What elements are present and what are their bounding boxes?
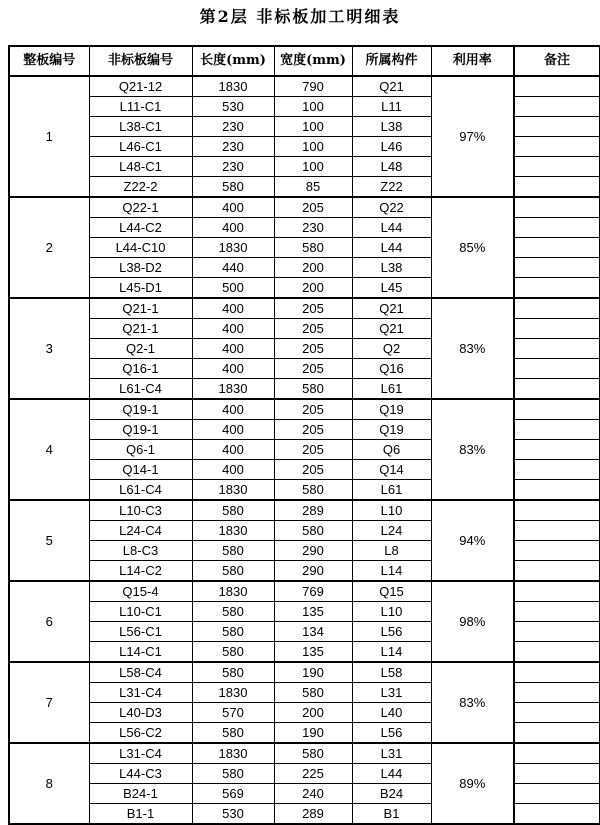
component-cell[interactable]: L40 <box>352 703 431 723</box>
note-cell[interactable] <box>514 602 600 622</box>
panel-id-cell[interactable]: L61-C4 <box>89 480 192 501</box>
component-cell[interactable]: L38 <box>352 117 431 137</box>
note-cell[interactable] <box>514 157 600 177</box>
note-cell[interactable] <box>514 784 600 804</box>
length-cell[interactable]: 400 <box>192 420 274 440</box>
table-row <box>9 197 600 218</box>
utilization-cell[interactable]: 83% <box>431 399 514 500</box>
width-cell[interactable]: 200 <box>274 278 352 299</box>
panel-id-cell[interactable]: L8-C3 <box>89 541 192 561</box>
component-cell[interactable]: Q6 <box>352 440 431 460</box>
component-cell[interactable]: Q2 <box>352 339 431 359</box>
length-cell[interactable]: 400 <box>192 460 274 480</box>
length-cell[interactable]: 440 <box>192 258 274 278</box>
length-cell[interactable]: 1830 <box>192 743 274 764</box>
board-id-cell[interactable]: 8 <box>9 743 89 824</box>
width-cell[interactable]: 205 <box>274 319 352 339</box>
board-id-cell[interactable]: 3 <box>9 298 89 399</box>
width-cell[interactable]: 289 <box>274 500 352 521</box>
length-cell[interactable]: 400 <box>192 197 274 218</box>
component-cell[interactable]: L14 <box>352 561 431 582</box>
width-cell[interactable]: 100 <box>274 97 352 117</box>
note-cell[interactable] <box>514 480 600 501</box>
header-panel-id[interactable]: 非标板编号 <box>89 46 192 76</box>
width-cell[interactable]: 580 <box>274 683 352 703</box>
panel-id-cell[interactable]: L14-C1 <box>89 642 192 663</box>
detail-table <box>8 45 600 825</box>
utilization-cell[interactable]: 83% <box>431 662 514 743</box>
header-row <box>9 46 600 76</box>
width-cell[interactable]: 100 <box>274 137 352 157</box>
panel-id-cell[interactable]: L56-C1 <box>89 622 192 642</box>
note-cell[interactable] <box>514 804 600 825</box>
table-row <box>9 298 600 319</box>
length-cell[interactable]: 1830 <box>192 683 274 703</box>
width-cell[interactable]: 790 <box>274 76 352 97</box>
length-cell[interactable]: 1830 <box>192 480 274 501</box>
board-id-cell[interactable]: 2 <box>9 197 89 298</box>
width-cell[interactable]: 580 <box>274 379 352 400</box>
width-cell[interactable]: 230 <box>274 218 352 238</box>
length-cell[interactable]: 1830 <box>192 581 274 602</box>
note-cell[interactable] <box>514 278 600 299</box>
length-cell[interactable]: 1830 <box>192 521 274 541</box>
component-cell[interactable]: L38 <box>352 258 431 278</box>
note-cell[interactable] <box>514 703 600 723</box>
width-cell[interactable]: 135 <box>274 602 352 622</box>
width-cell[interactable]: 200 <box>274 703 352 723</box>
component-cell[interactable]: L46 <box>352 137 431 157</box>
length-cell[interactable]: 580 <box>192 622 274 642</box>
width-cell[interactable]: 580 <box>274 743 352 764</box>
panel-id-cell[interactable]: L38-D2 <box>89 258 192 278</box>
note-cell[interactable] <box>514 541 600 561</box>
length-cell[interactable]: 230 <box>192 137 274 157</box>
panel-id-cell[interactable]: L56-C2 <box>89 723 192 744</box>
component-cell[interactable]: L10 <box>352 500 431 521</box>
panel-id-cell[interactable]: L61-C4 <box>89 379 192 400</box>
note-cell[interactable] <box>514 642 600 663</box>
width-cell[interactable]: 134 <box>274 622 352 642</box>
note-cell[interactable] <box>514 764 600 784</box>
header-component[interactable]: 所属构件 <box>352 46 431 76</box>
board-id-cell[interactable]: 6 <box>9 581 89 662</box>
note-cell[interactable] <box>514 258 600 278</box>
component-cell[interactable]: Q21 <box>352 319 431 339</box>
width-cell[interactable]: 205 <box>274 399 352 420</box>
component-cell[interactable]: Q16 <box>352 359 431 379</box>
note-cell[interactable] <box>514 440 600 460</box>
length-cell[interactable]: 580 <box>192 723 274 744</box>
length-cell[interactable]: 400 <box>192 339 274 359</box>
length-cell[interactable]: 580 <box>192 541 274 561</box>
width-cell[interactable]: 205 <box>274 298 352 319</box>
panel-id-cell[interactable]: Q19-1 <box>89 399 192 420</box>
width-cell[interactable]: 225 <box>274 764 352 784</box>
component-cell[interactable]: L58 <box>352 662 431 683</box>
panel-id-cell[interactable]: L38-C1 <box>89 117 192 137</box>
panel-id-cell[interactable]: Q16-1 <box>89 359 192 379</box>
length-cell[interactable]: 400 <box>192 359 274 379</box>
component-cell[interactable]: Q21 <box>352 298 431 319</box>
note-cell[interactable] <box>514 622 600 642</box>
panel-id-cell[interactable]: Q22-1 <box>89 197 192 218</box>
note-cell[interactable] <box>514 399 600 420</box>
component-cell[interactable]: L31 <box>352 743 431 764</box>
utilization-cell[interactable]: 83% <box>431 298 514 399</box>
panel-id-cell[interactable]: Q21-1 <box>89 319 192 339</box>
panel-id-cell[interactable]: L40-D3 <box>89 703 192 723</box>
note-cell[interactable] <box>514 298 600 319</box>
panel-id-cell[interactable]: L44-C10 <box>89 238 192 258</box>
component-cell[interactable]: B24 <box>352 784 431 804</box>
note-cell[interactable] <box>514 561 600 582</box>
panel-id-cell[interactable]: Z22-2 <box>89 177 192 198</box>
sheet-title: 第2层 非标板加工明细表 <box>199 7 401 26</box>
note-cell[interactable] <box>514 683 600 703</box>
note-cell[interactable] <box>514 420 600 440</box>
width-cell[interactable]: 290 <box>274 541 352 561</box>
header-utilization[interactable]: 利用率 <box>431 46 514 76</box>
panel-id-cell[interactable]: L11-C1 <box>89 97 192 117</box>
panel-id-cell[interactable]: L44-C2 <box>89 218 192 238</box>
panel-id-cell[interactable]: Q14-1 <box>89 460 192 480</box>
panel-id-cell[interactable]: B1-1 <box>89 804 192 825</box>
length-cell[interactable]: 500 <box>192 278 274 299</box>
width-cell[interactable]: 289 <box>274 804 352 825</box>
width-cell[interactable]: 205 <box>274 359 352 379</box>
length-cell[interactable]: 580 <box>192 642 274 663</box>
note-cell[interactable] <box>514 238 600 258</box>
component-cell[interactable]: Q22 <box>352 197 431 218</box>
length-cell[interactable]: 1830 <box>192 238 274 258</box>
panel-id-cell[interactable]: L44-C3 <box>89 764 192 784</box>
panel-id-cell[interactable]: Q19-1 <box>89 420 192 440</box>
note-cell[interactable] <box>514 379 600 400</box>
component-cell[interactable]: B1 <box>352 804 431 825</box>
width-cell[interactable]: 769 <box>274 581 352 602</box>
component-cell[interactable]: L44 <box>352 238 431 258</box>
panel-id-cell[interactable]: Q6-1 <box>89 440 192 460</box>
length-cell[interactable]: 530 <box>192 804 274 825</box>
width-cell[interactable]: 580 <box>274 238 352 258</box>
length-cell[interactable]: 1830 <box>192 379 274 400</box>
panel-id-cell[interactable]: L10-C3 <box>89 500 192 521</box>
note-cell[interactable] <box>514 197 600 218</box>
note-cell[interactable] <box>514 117 600 137</box>
width-cell[interactable]: 190 <box>274 723 352 744</box>
table-row <box>9 399 600 420</box>
table-row <box>9 581 600 602</box>
panel-id-cell[interactable]: L31-C4 <box>89 683 192 703</box>
width-cell[interactable]: 205 <box>274 420 352 440</box>
note-cell[interactable] <box>514 743 600 764</box>
panel-id-cell[interactable]: Q21-1 <box>89 298 192 319</box>
utilization-cell[interactable]: 94% <box>431 500 514 581</box>
component-cell[interactable]: L11 <box>352 97 431 117</box>
panel-id-cell[interactable]: L31-C4 <box>89 743 192 764</box>
panel-id-cell[interactable]: Q15-4 <box>89 581 192 602</box>
component-cell[interactable]: Q19 <box>352 399 431 420</box>
panel-id-cell[interactable]: L48-C1 <box>89 157 192 177</box>
component-cell[interactable]: Q21 <box>352 76 431 97</box>
board-id-cell[interactable]: 7 <box>9 662 89 743</box>
table-body <box>9 76 600 824</box>
width-cell[interactable]: 100 <box>274 157 352 177</box>
component-cell[interactable]: Q15 <box>352 581 431 602</box>
width-cell[interactable]: 580 <box>274 521 352 541</box>
component-cell[interactable]: L24 <box>352 521 431 541</box>
utilization-cell[interactable]: 97% <box>431 76 514 197</box>
width-cell[interactable]: 205 <box>274 339 352 359</box>
width-cell[interactable]: 580 <box>274 480 352 501</box>
board-id-cell[interactable]: 1 <box>9 76 89 197</box>
length-cell[interactable]: 580 <box>192 561 274 582</box>
utilization-cell[interactable]: 98% <box>431 581 514 662</box>
note-cell[interactable] <box>514 723 600 744</box>
width-cell[interactable]: 205 <box>274 460 352 480</box>
length-cell[interactable]: 569 <box>192 784 274 804</box>
note-cell[interactable] <box>514 521 600 541</box>
component-cell[interactable]: L44 <box>352 764 431 784</box>
table-row <box>9 662 600 683</box>
board-id-cell[interactable]: 4 <box>9 399 89 500</box>
component-cell[interactable]: L61 <box>352 379 431 400</box>
component-cell[interactable]: L61 <box>352 480 431 501</box>
panel-id-cell[interactable]: Q21-12 <box>89 76 192 97</box>
width-cell[interactable]: 240 <box>274 784 352 804</box>
component-cell[interactable]: Q14 <box>352 460 431 480</box>
component-cell[interactable]: Q19 <box>352 420 431 440</box>
width-cell[interactable]: 85 <box>274 177 352 198</box>
width-cell[interactable]: 205 <box>274 440 352 460</box>
panel-id-cell[interactable]: Q2-1 <box>89 339 192 359</box>
length-cell[interactable]: 570 <box>192 703 274 723</box>
panel-id-cell[interactable]: L14-C2 <box>89 561 192 582</box>
length-cell[interactable]: 530 <box>192 97 274 117</box>
panel-id-cell[interactable]: L24-C4 <box>89 521 192 541</box>
width-cell[interactable]: 190 <box>274 662 352 683</box>
note-cell[interactable] <box>514 500 600 521</box>
width-cell[interactable]: 200 <box>274 258 352 278</box>
length-cell[interactable]: 400 <box>192 440 274 460</box>
table-row <box>9 500 600 521</box>
length-cell[interactable]: 580 <box>192 662 274 683</box>
note-cell[interactable] <box>514 319 600 339</box>
length-cell[interactable]: 580 <box>192 602 274 622</box>
width-cell[interactable]: 135 <box>274 642 352 663</box>
utilization-cell[interactable]: 85% <box>431 197 514 298</box>
header-width[interactable]: 宽度(mm) <box>274 46 352 76</box>
component-cell[interactable]: L31 <box>352 683 431 703</box>
note-cell[interactable] <box>514 581 600 602</box>
component-cell[interactable]: L44 <box>352 218 431 238</box>
length-cell[interactable]: 580 <box>192 500 274 521</box>
length-cell[interactable]: 400 <box>192 218 274 238</box>
utilization-cell[interactable]: 89% <box>431 743 514 824</box>
length-cell[interactable]: 230 <box>192 117 274 137</box>
note-cell[interactable] <box>514 76 600 97</box>
component-cell[interactable]: L10 <box>352 602 431 622</box>
component-cell[interactable]: L56 <box>352 723 431 744</box>
length-cell[interactable]: 580 <box>192 177 274 198</box>
note-cell[interactable] <box>514 339 600 359</box>
note-cell[interactable] <box>514 97 600 117</box>
panel-id-cell[interactable]: B24-1 <box>89 784 192 804</box>
board-id-cell[interactable]: 5 <box>9 500 89 581</box>
component-cell[interactable]: L56 <box>352 622 431 642</box>
length-cell[interactable]: 400 <box>192 399 274 420</box>
component-cell[interactable]: L48 <box>352 157 431 177</box>
component-cell[interactable]: L45 <box>352 278 431 299</box>
length-cell[interactable]: 580 <box>192 764 274 784</box>
length-cell[interactable]: 1830 <box>192 76 274 97</box>
component-cell[interactable]: L8 <box>352 541 431 561</box>
header-board-id[interactable]: 整板编号 <box>9 46 89 76</box>
panel-id-cell[interactable]: L58-C4 <box>89 662 192 683</box>
table-row <box>9 743 600 764</box>
note-cell[interactable] <box>514 359 600 379</box>
width-cell[interactable]: 205 <box>274 197 352 218</box>
header-length[interactable]: 长度(mm) <box>192 46 274 76</box>
length-cell[interactable]: 230 <box>192 157 274 177</box>
note-cell[interactable] <box>514 137 600 157</box>
panel-id-cell[interactable]: L46-C1 <box>89 137 192 157</box>
note-cell[interactable] <box>514 218 600 238</box>
component-cell[interactable]: L14 <box>352 642 431 663</box>
note-cell[interactable] <box>514 177 600 198</box>
length-cell[interactable]: 400 <box>192 319 274 339</box>
panel-id-cell[interactable]: L45-D1 <box>89 278 192 299</box>
width-cell[interactable]: 100 <box>274 117 352 137</box>
width-cell[interactable]: 290 <box>274 561 352 582</box>
note-cell[interactable] <box>514 460 600 480</box>
header-note[interactable]: 备注 <box>514 46 600 76</box>
table-row <box>9 76 600 97</box>
panel-id-cell[interactable]: L10-C1 <box>89 602 192 622</box>
note-cell[interactable] <box>514 662 600 683</box>
length-cell[interactable]: 400 <box>192 298 274 319</box>
component-cell[interactable]: Z22 <box>352 177 431 198</box>
